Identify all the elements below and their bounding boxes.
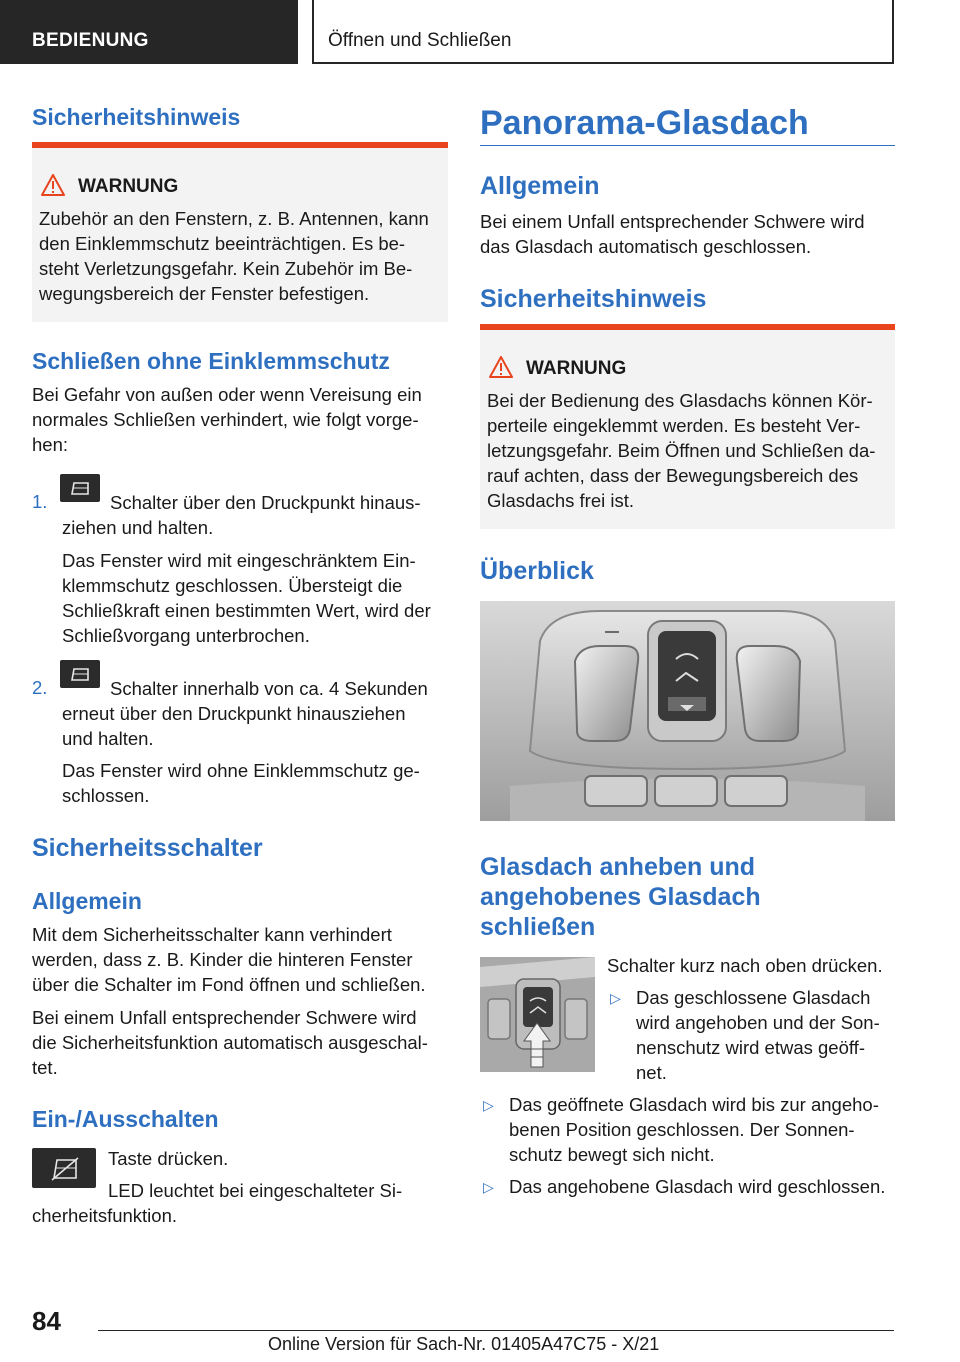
step-number-1: 1. <box>32 491 48 512</box>
warning-text-left: Zubehör an den Fenstern, z. B. Antennen, kann den Einklemmschutz beeinträchtigen. Es be- steht Verletzungsgefahr. Kein Zubehör im Be- wegungsbereich der Fenster befestigen. <box>39 208 429 304</box>
overview-heading: Überblick <box>480 557 594 585</box>
step2-text-first: Schalter innerhalb von ca. 4 Sekunden <box>110 678 428 699</box>
closing-intro: Bei Gefahr von außen oder wenn Vereisung ein normales Schließen verhindert, wie folgt vorge- hen: <box>32 384 422 455</box>
warning-box-left <box>32 142 448 322</box>
header-section-tab <box>0 0 298 64</box>
roof-switch-photo <box>480 957 595 1072</box>
onoff-heading: Ein-/Ausschalten <box>32 1106 219 1132</box>
title-underline <box>480 145 895 146</box>
raise-intro: Schalter kurz nach oben drücken. <box>607 955 883 976</box>
safety-heading-right: Sicherheitshinweis <box>480 285 707 313</box>
general-heading-left: Allgemein <box>32 888 142 914</box>
bullet3-text: Das angehobene Glasdach wird geschlossen. <box>509 1176 886 1197</box>
closing-heading: Schließen ohne Einklemmschutz <box>32 348 390 374</box>
overhead-console-photo <box>480 601 895 821</box>
footer-divider <box>98 1330 894 1331</box>
general-text2-left: Bei einem Unfall entsprechender Schwere wird die Sicherheitsfunktion automatisch ausgeschal- tet. <box>32 1007 428 1078</box>
bullet-triangle-icon: ▷ <box>483 1097 494 1113</box>
onoff-line2: LED leuchtet bei eingeschalteter Si- <box>108 1180 403 1201</box>
warning-triangle-icon <box>41 174 65 196</box>
warning-triangle-icon <box>489 356 513 378</box>
step2-subtext: Das Fenster wird ohne Einklemmschutz ge- schlossen. <box>62 760 420 806</box>
bullet-triangle-icon: ▷ <box>610 990 621 1006</box>
step1-text-first: Schalter über den Druckpunkt hinaus- <box>110 492 421 513</box>
step-number-2: 2. <box>32 677 48 698</box>
header-section-label: BEDIENUNG <box>32 30 149 51</box>
warning-text-right: Bei der Bedienung des Glasdachs können Kör- perteile eingeklemmt werden. Es besteht Ver- letzungsgefahr. Beim Öffnen und Schließen da- rauf achten, dass der Bewegungsbereich des Glasdachs frei ist. <box>487 390 876 511</box>
onoff-line3: cherheitsfunktion. <box>32 1205 178 1226</box>
step2-text-rest: erneut über den Druckpunkt hinausziehen und halten. <box>62 703 406 749</box>
step1-subtext: Das Fenster wird mit eingeschränktem Ein- klemmschutz geschlossen. Übersteigt die Schließkraft einen bestimmten Wert, wird der Schließvorgang unterbrochen. <box>62 550 431 646</box>
header-chapter-label: Öffnen und Schließen <box>328 30 512 51</box>
general-heading-right: Allgemein <box>480 172 600 200</box>
window-switch-icon <box>60 474 100 502</box>
footer-text: Online Version für Sach-Nr. 01405A47C75 - X/21 <box>268 1334 660 1354</box>
safety-heading-left: Sicherheitshinweis <box>32 104 241 130</box>
step1-text-rest: ziehen und halten. <box>62 517 214 538</box>
warning-label-left: WARNUNG <box>78 176 179 197</box>
warning-label-right: WARNUNG <box>526 358 627 379</box>
switch-heading: Sicherheitsschalter <box>32 834 263 862</box>
general-text-left: Mit dem Sicherheitsschalter kann verhindert werden, dass z. B. Kinder die hinteren Fenster über die Schalter im Fond öffnen und schließen. <box>32 924 426 995</box>
bullet-triangle-icon: ▷ <box>483 1179 494 1195</box>
page-title: Panorama-Glasdach <box>480 104 809 142</box>
window-switch-icon <box>60 660 100 688</box>
bullet1-text: Das geschlossene Glasdach wird angehoben und der Son- nenschutz wird etwas geöff- net. <box>636 987 880 1083</box>
bullet2-text: Das geöffnete Glasdach wird bis zur angeho- benen Position geschlossen. Der Sonnen- schutz bewegt sich nicht. <box>509 1094 879 1165</box>
page-number: 84 <box>32 1306 61 1336</box>
onoff-line1: Taste drücken. <box>108 1148 229 1169</box>
raise-heading: Glasdach anheben und angehobenes Glasdach schließen <box>480 853 761 941</box>
warning-box-right <box>480 324 895 529</box>
general-text-right: Bei einem Unfall entsprechender Schwere wird das Glasdach automatisch geschlossen. <box>480 211 865 257</box>
safety-switch-icon <box>32 1148 96 1188</box>
header-chapter-tab <box>312 0 894 64</box>
